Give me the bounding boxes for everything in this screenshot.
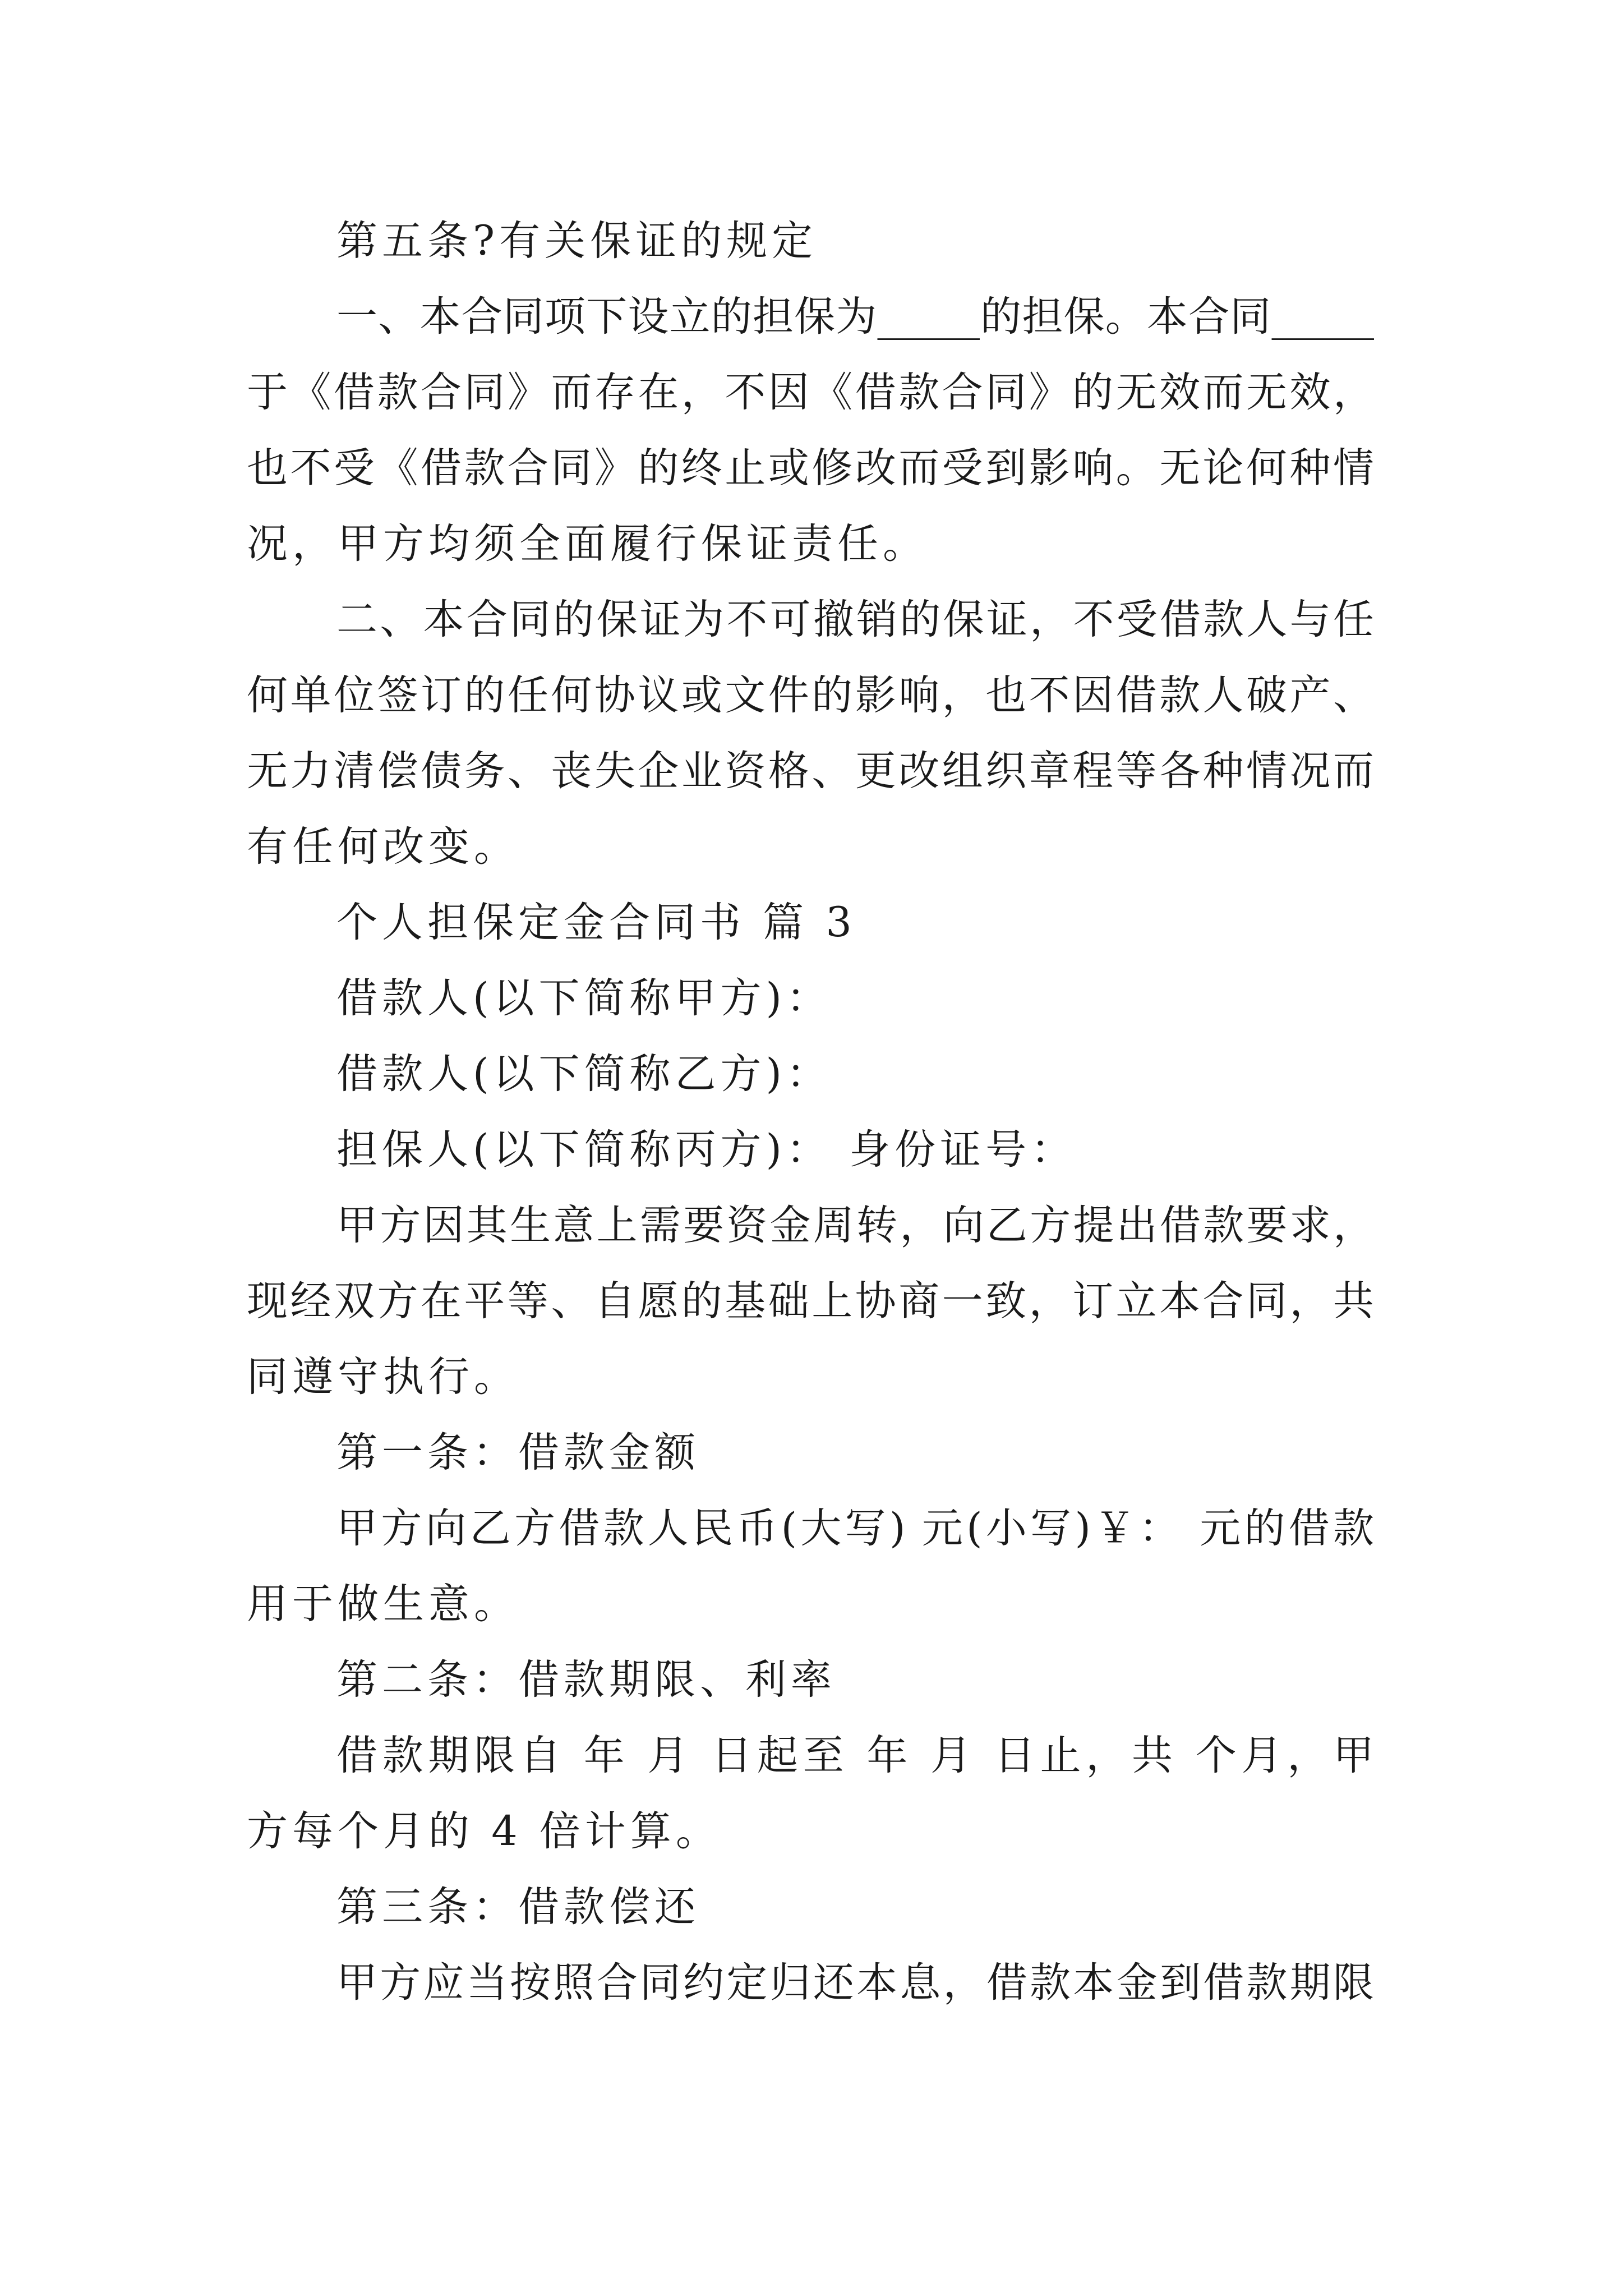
paragraph-line: 甲方向乙方借款人民币(大写) 元(小写)￥： 元的借款 — [336, 1504, 1375, 1552]
paragraph-line: 一、本合同项下设立的担保为_____的担保。本合同_____ — [336, 293, 1374, 341]
paragraph-line: 用于做生意。 — [247, 1580, 519, 1628]
guarantor-line: 担保人(以下简称丙方)： 身份证号： — [336, 1126, 1077, 1174]
article-2-heading: 第二条：借款期限、利率 — [336, 1656, 836, 1704]
paragraph-line: 方每个月的 4 倍计算。 — [247, 1807, 721, 1855]
paragraph-line: 有任何改变。 — [247, 823, 519, 871]
article-1-heading: 第一条：借款金额 — [336, 1429, 700, 1476]
paragraph-line: 何单位签订的任何协议或文件的影响，也不因借款人破产、 — [247, 671, 1374, 719]
paragraph-line: 借款期限自 年 月 日起至 年 月 日止，共 个月，甲 — [336, 1732, 1374, 1779]
party-a-line: 借款人(以下简称甲方)： — [336, 974, 832, 1022]
paragraph-line: 甲方因其生意上需要资金周转，向乙方提出借款要求， — [336, 1202, 1374, 1249]
contract-title: 个人担保定金合同书 篇 3 — [336, 899, 856, 946]
paragraph-line: 况，甲方均须全面履行保证责任。 — [247, 520, 928, 568]
party-b-line: 借款人(以下简称乙方)： — [336, 1050, 832, 1098]
paragraph-line: 也不受《借款合同》的终止或修改而受到影响。无论何种情 — [247, 444, 1374, 492]
paragraph-line: 二、本合同的保证为不可撤销的保证，不受借款人与任 — [336, 596, 1374, 643]
article-3-heading: 第三条：借款偿还 — [336, 1883, 700, 1931]
paragraph-line: 现经双方在平等、自愿的基础上协商一致，订立本合同，共 — [247, 1277, 1374, 1325]
paragraph-line: 同遵守执行。 — [247, 1353, 519, 1401]
article-5-heading: 第五条?有关保证的规定 — [336, 217, 818, 265]
paragraph-line: 甲方应当按照合同约定归还本息，借款本金到借款期限 — [336, 1959, 1374, 2007]
paragraph-line: 于《借款合同》而存在，不因《借款合同》的无效而无效， — [247, 369, 1374, 416]
paragraph-line: 无力清偿债务、丧失企业资格、更改组织章程等各种情况而 — [247, 747, 1374, 795]
